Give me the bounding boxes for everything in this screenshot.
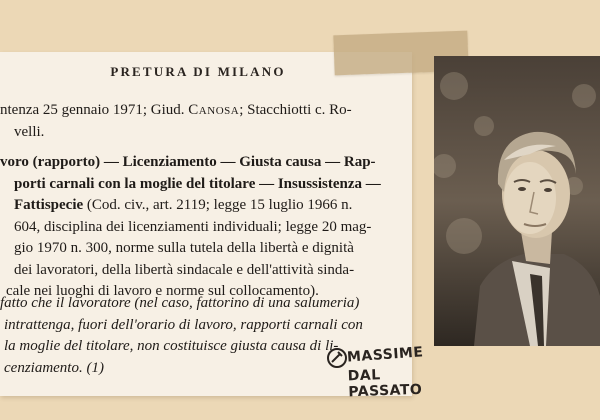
headnote-text: (Cod. civ., art. 2119; legge 15 luglio 1966 n. (83, 197, 353, 213)
headnote-keyword: Fattispecie (14, 197, 84, 213)
headnote-line-2: porti carnali con la moglie del titolare — Insussistenza — (14, 175, 381, 192)
headnote-line-4: 604, disciplina dei licenziamenti individuali; legge 20 mag- (14, 218, 372, 235)
headnote-paragraph (0, 152, 412, 303)
citation-line-1 (0, 100, 412, 122)
headnote-line-6: dei lavoratori, della libertà sindacale e dell'attività sinda- (14, 261, 355, 278)
portrait-photo (434, 56, 600, 346)
judge-name: Canosa (188, 102, 240, 118)
logo-text-line-2: DAL PASSATO (347, 367, 423, 401)
citation-line-2: velli. (14, 123, 45, 140)
headnote-line-1: voro (rapporto) — Licenziamento — Giusta causa — Rap- (0, 154, 376, 170)
sentence-citation (0, 100, 412, 143)
maxim-line-1: fatto che il lavoratore (nel caso, fattorino di una salumeria) (0, 295, 360, 311)
logo-text-line-1: MASSIME (346, 344, 424, 366)
maxim-line-3: la moglie del titolare, non costituisce giusta causa di li- (4, 338, 339, 354)
massime-dal-passato-logo (326, 344, 426, 401)
portrait-illustration (434, 56, 600, 346)
maxim-line-2: intrattenga, fuori dell'orario di lavoro, rapporti carnali con (4, 316, 363, 333)
headnote-line-7: cale nei luoghi di lavoro e norme sul collocamento). (6, 283, 319, 299)
headnote-line-5: gio 1970 n. 300, norme sulla tutela della libertà e dignità (14, 240, 354, 256)
headnote-line-3 (0, 195, 412, 217)
citation-text-end: ; Stacchiotti c. Ro- (239, 102, 352, 118)
citation-text: ntenza 25 gennaio 1971; Giud. (0, 102, 189, 118)
maxim-line-4: cenziamento. (1) (4, 359, 104, 376)
court-title: PRETURA DI MILANO (110, 64, 286, 79)
gavel-icon (326, 347, 348, 369)
